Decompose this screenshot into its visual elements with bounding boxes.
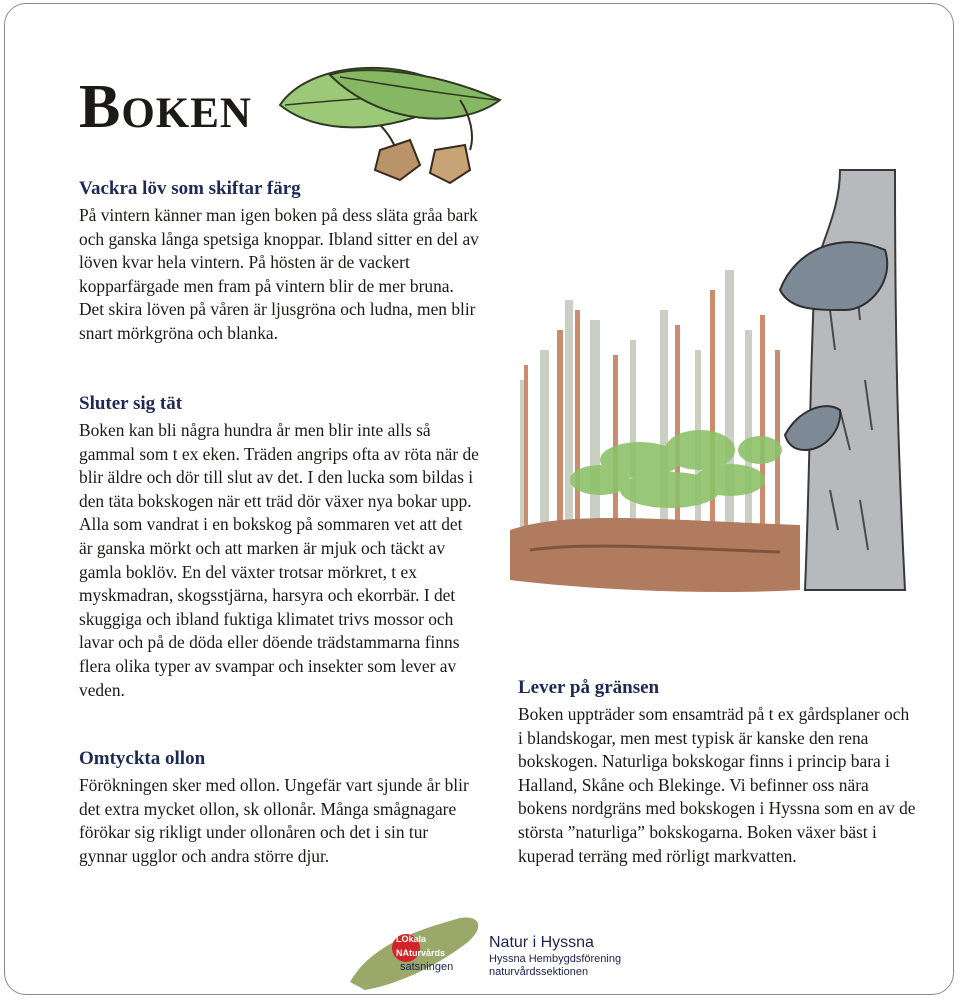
section-heading: Omtyckta ollon <box>79 748 206 769</box>
logo-badge-line: satsningen <box>400 961 454 973</box>
section-body: Boken uppträder som ensamträd på t ex gårdsplaner och i blandskogar, men mest typisk är kanske den rena bokskogen. Naturliga bokskogar finns i princip bara i Halland, Skåne och Blekinge. Vi befinner oss nära bokens nordgräns med bokskogen i Hyssna som en av de största ”naturliga” bokskogarna. Boken växer bäst i kuperad terräng med rörligt markvatten. <box>518 704 916 866</box>
logo-badge-line: NAturvårds <box>396 948 446 958</box>
section-body: Boken kan bli några hundra år men blir inte alls så gammal som t ex eken. Träden angrips ofta av röta när de blir äldre och dör till slut av det. I den lucka som bildas i den täta bokskogen när ett träd dör växer nya bokar upp. Alla som vandrat i en bokskog på sommaren vet att det är ganska mörkt och att marken är mjuk och täckt av gamla boklöv. En del växter trotsar mörkret, t ex myskmadran, skogsstjärna, harsyra och ekorrbär. I det skuggiga och ibland fuktiga klimatet trivs mossor och lavar och på de döda eller döende trädstammarna finns flera olika typer av svampar och insekter som lever av veden. <box>79 420 479 700</box>
beech-forest-illustration <box>510 150 930 650</box>
section-body: Förökningen sker med ollon. Ungefär vart sjunde år blir det extra mycket ollon, sk ollonår. Många smågnagare förökar sig rikligt under ollonåren och det i sin tur gynnar ugglor och andra större djur. <box>79 775 469 866</box>
section-vackra-lov <box>79 178 479 346</box>
section-heading: Lever på gränsen <box>518 677 660 698</box>
section-heading: Vackra löv som skiftar färg <box>79 178 301 199</box>
lona-logo <box>340 912 490 994</box>
logo-badge-line: LOkala <box>396 934 427 944</box>
section-lever-pa-gransen <box>518 677 918 868</box>
section-omtyckta-ollon <box>79 748 479 868</box>
section-heading: Sluter sig tät <box>79 393 183 414</box>
section-body: På vintern känner man igen boken på dess släta gråa bark och ganska långa spetsiga knoppar. Ibland sitter en del av löven kvar hela vintern. På hösten är de vackert kopparfärgade men fram på vintern blir de mer bruna. Det skira löven på våren är ljusgröna och ludna, men blir snart mörkgröna och blanka. <box>79 205 479 343</box>
organization-line: Hyssna Hembygdsförening <box>489 953 622 965</box>
organization-name: Natur i Hyssna <box>489 934 594 951</box>
section-sluter-sig-tat <box>79 393 479 702</box>
organization-block <box>489 933 621 979</box>
organization-line: naturvårdssektionen <box>489 966 589 978</box>
page-title: Boken <box>79 73 252 141</box>
